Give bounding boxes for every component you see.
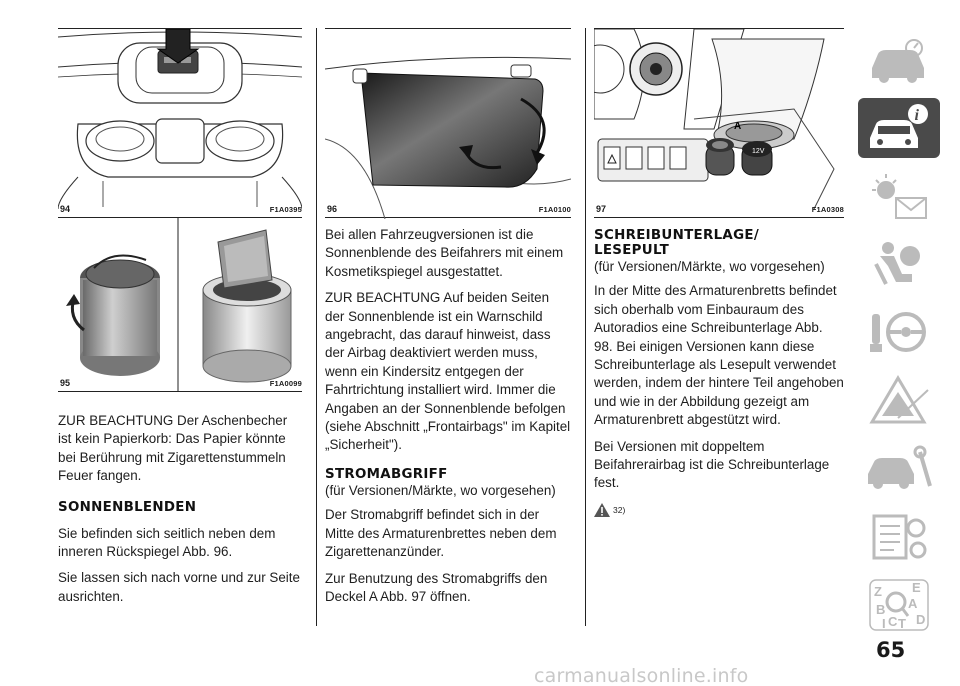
warning-reference-number: 32) [613,504,626,515]
sidebar-tab-dashboard[interactable] [858,30,940,90]
figure-code: F1A0100 [538,205,571,214]
power-socket-location: Der Stromabgriff befindet sich in der Mitte des Armaturenbrettes neben dem Zigarettenanzünder. [325,507,557,560]
figure-number: 96 [327,204,338,214]
sidebar-tab-emergency[interactable] [858,370,940,430]
car-maintenance-icon [858,438,940,498]
power-socket-subtitle: (für Versionen/Märkte, wo vorgesehen) [325,482,556,498]
figure-code: F1A0308 [811,205,844,214]
watermark: carmanualsonline.info [534,665,749,686]
airbag-warning-note: ZUR BEACHTUNG Auf beiden Seiten der Sonnenblende ist ein Warnschild angebracht, das darauf hinweist, dass der Airbag deaktiviert werden muss, wenn ein Kindersitz entgegen der Fahrtrichtung installiert wird. Immer die Angaben an der Sonnenblende befolgen (siehe Abschnitt „Frontairbags" im Kapitel „Sicherheit"). [325,290,571,453]
warning-reference[interactable] [594,501,844,519]
figure-97-image [594,29,844,219]
index-letter: A [908,596,918,611]
emergency-warning-icon [858,370,940,430]
figure-code: F1A0395 [269,205,302,214]
figure-97 [594,28,844,218]
sun-visor-location: Sie befinden sich seitlich neben dem inneren Rückspiegel Abb. 96. [58,525,276,560]
figure-code: F1A0099 [269,379,302,388]
writing-desk-description: In der Mitte des Armaturenbretts befindet sich oberhalb vom Einbauraum des Autoradios eine Schreibunterlage Abb. 98. Bei einigen Versionen kann diese Schreibunterlage als Lesepult verwendet werden, indem der hintere Teil angehoben und wie in der Abbildung gezeigt am Armaturenbrett abgestützt wird. [594,283,844,428]
car-dashboard-icon [858,30,940,90]
column-middle [325,0,571,614]
index-letter: E [912,580,921,595]
sidebar-tab-technical-data[interactable] [858,506,940,566]
column-right [594,0,844,519]
label-a: A [734,121,742,132]
ashtray-note: ZUR BEACHTUNG Der Aschenbecher ist kein Papierkorb: Das Papier könnte bei Berührung mit Zigarettenstummeln Feuer fangen. [58,413,288,484]
index-letter: B [876,602,886,617]
figure-number: 95 [60,378,71,388]
text-block [325,226,571,606]
page-number: 65 [876,638,906,662]
column-divider [585,28,586,626]
car-info-icon [858,98,940,158]
power-socket-usage: Zur Benutzung des Stromabgriffs den Deckel A Abb. 97 öffnen. [325,570,548,604]
text-block [58,412,302,606]
index-letter: Z [874,584,882,599]
sidebar-tab-starting-driving[interactable] [858,302,940,362]
index-letter: D [916,612,926,627]
writing-desk-heading-line2: LESEPULT [594,243,670,258]
writing-desk-heading-line1: SCHREIBUNTERLAGE/ [594,228,760,243]
figure-94 [58,28,302,218]
sidebar-tab-maintenance[interactable] [858,438,940,498]
svg-text:12V: 12V [752,148,765,155]
figure-95-image [58,218,302,392]
figure-95 [58,218,302,392]
text-block [594,228,844,519]
column-divider [316,28,317,626]
sidebar-tab-safety[interactable] [858,234,940,294]
warning-lights-icon [858,166,940,226]
figure-96-image [325,29,571,219]
sidebar-tab-index[interactable] [858,574,940,634]
warning-triangle-icon [594,503,610,517]
index-letter: C [888,614,898,629]
writing-desk-subtitle: (für Versionen/Märkte, wo vorgesehen) [594,259,825,274]
writing-desk-fixed-note: Bei Versionen mit doppeltem Beifahrerairbag ist die Schreibunterlage fest. [594,438,830,491]
figure-number: 94 [60,204,71,214]
figure-94-image [58,29,302,219]
steering-wheel-icon [858,302,940,362]
info-letter: i [914,107,919,124]
sun-visor-adjust: Sie lassen sich nach vorne und zur Seite ausrichten. [58,570,300,604]
cosmetic-mirror-text: Bei allen Fahrzeugversionen ist die Sonnenblende des Beifahrers mit einem Kosmetikspiegel ausgestattet. [325,227,564,279]
technical-data-icon [858,506,940,566]
sidebar-tab-car-info[interactable] [858,98,940,158]
figure-number: 97 [596,204,607,214]
column-left [58,0,302,614]
sun-visor-heading: SONNENBLENDEN [58,499,197,515]
index-letter: I [882,616,886,631]
airbag-seat-icon [858,234,940,294]
index-letter: T [898,616,906,631]
index-icon [858,574,940,634]
sidebar-tab-warning-lights[interactable] [858,166,940,226]
figure-96 [325,28,571,218]
power-socket-heading: STROMABGRIFF [325,466,448,482]
